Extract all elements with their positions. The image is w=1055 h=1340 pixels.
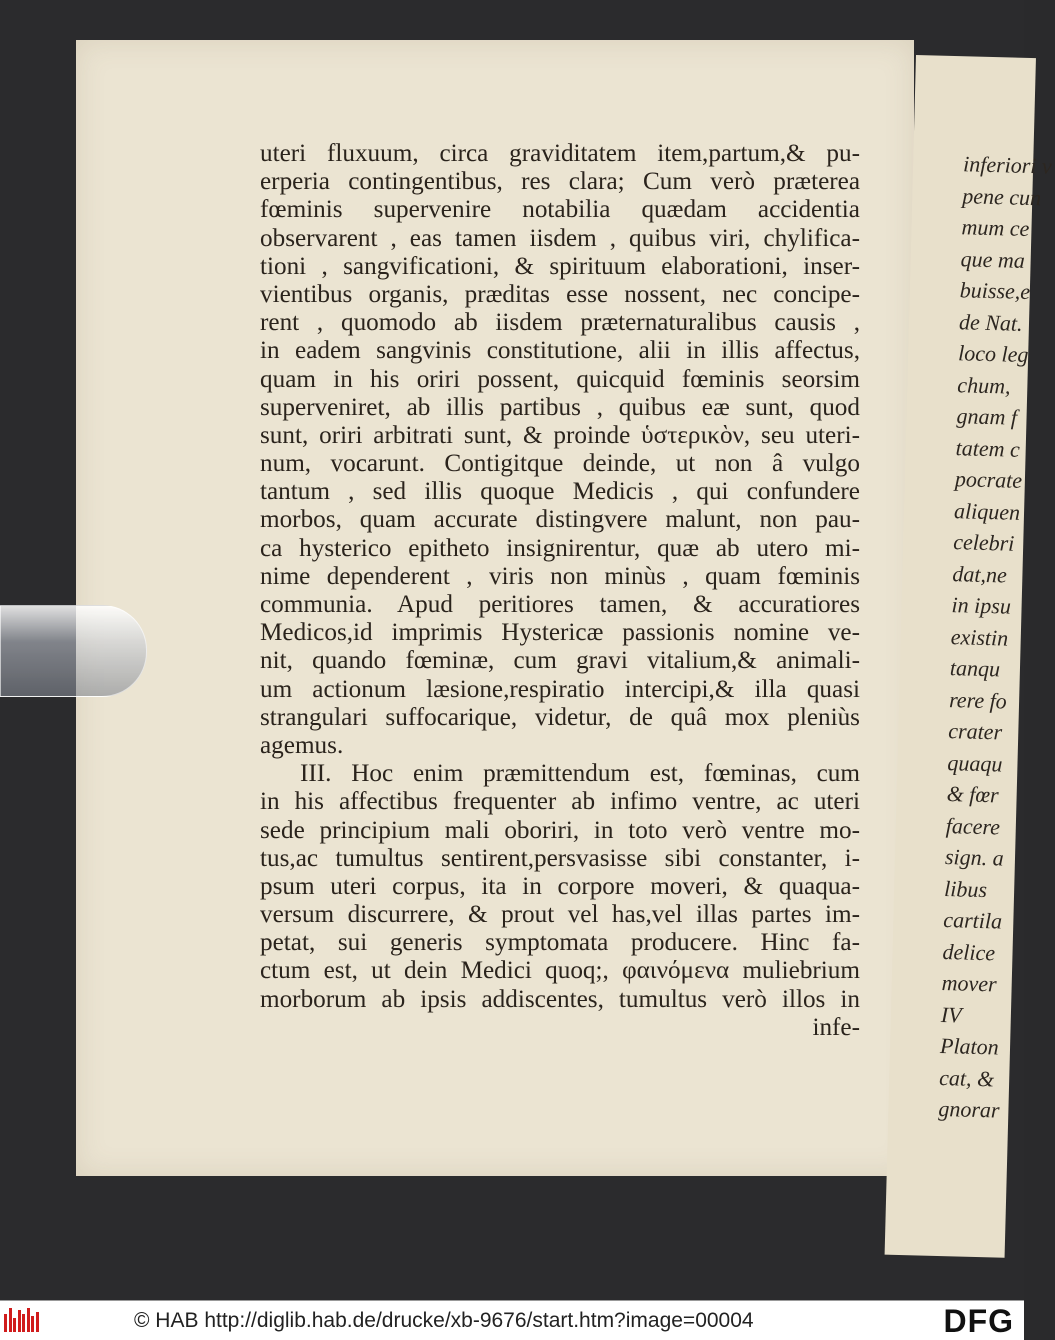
next-page-line: dat,ne	[952, 560, 1008, 588]
text-line: III. Hoc enim præmittendum est, fœminas, cum	[300, 760, 860, 788]
next-page-line: cat, &	[938, 1064, 995, 1091]
dfg-logo: DFG	[943, 1303, 1014, 1339]
text-line: tus,ac tumultus sentirent,persvasisse sibi constanter, i-	[260, 844, 860, 872]
next-page-line: in ipsu	[951, 592, 1012, 619]
next-page-line: buisse,e	[959, 277, 1031, 305]
next-page-line: Platon	[939, 1032, 1000, 1060]
text-line: observarent , eas tamen iisdem , quibus viri, chylifica-	[260, 224, 860, 252]
text-line: nime dependerent , viris non minùs , quam fœminis	[260, 562, 860, 590]
next-page-line: inferiori v	[962, 151, 1053, 179]
next-page-line: crater	[947, 718, 1003, 745]
next-page-line: celebri	[952, 529, 1015, 556]
next-page-line: rere fo	[948, 686, 1008, 714]
text-line: in his affectibus frequenter ab infimo ventre, ac uteri	[260, 788, 860, 816]
next-page-line: chum,	[957, 371, 1011, 399]
text-line: petat, sui generis symptomata producere. Hinc fa-	[260, 929, 860, 957]
text-line: versum discurrere, & prout vel has,vel illas partes im-	[260, 901, 860, 929]
text-line: communia. Apud peritiores tamen, & accuratiores	[260, 591, 860, 618]
next-page-line: existin	[950, 623, 1009, 651]
text-line: vientibus organis, præditas esse nossent, nec concipe-	[260, 280, 860, 308]
text-line: ctum est, ut dein Medici quoq;, φαινόμενα muliebrium	[260, 957, 860, 985]
next-page-line: quaqu	[947, 749, 1003, 777]
page-holder-clip	[0, 605, 147, 697]
next-page-line: sign. a	[944, 844, 1005, 871]
next-page-line: aliquen	[953, 497, 1021, 525]
next-page-line: pocrate	[954, 466, 1023, 493]
text-line: um actionum læsione,respiratio intercipi,& illa quasi	[260, 675, 860, 703]
text-line: agemus.	[260, 731, 344, 759]
text-line: superveniret, ab illis partibus , quibus eæ sunt, quod	[260, 393, 860, 421]
next-page-line: delice	[942, 938, 996, 965]
text-line: ca hysterico epitheto insignirentur, quæ ab utero mi-	[260, 534, 860, 562]
hab-logo-icon	[4, 1308, 44, 1334]
text-line: tantum , sed illis quoque Medicis , qui confundere	[260, 478, 860, 506]
next-page-line: loco leg	[957, 340, 1029, 368]
text-line: tioni , sangvificationi, & spirituum elaborationi, inser-	[260, 252, 860, 280]
text-line: num, vocarunt. Contigitque deinde, ut non â vulgo	[260, 450, 860, 478]
text-line: fœminis supervenire notabilia quædam accidentia	[260, 196, 860, 224]
next-page-line: tanqu	[949, 655, 1001, 682]
next-page-line: cartila	[943, 907, 1003, 934]
text-line: rent , quomodo ab iisdem præternaturalibus causis ,	[260, 309, 860, 337]
next-page-line: mover	[941, 969, 998, 997]
next-page-line: de Nat.	[958, 308, 1023, 336]
text-line: Medicos,id imprimis Hystericæ passionis nomine ve-	[260, 619, 860, 647]
next-page-line: pene cun	[962, 182, 1042, 210]
text-line: quam in his oriri possent, quicquid fœminis seorsim	[260, 365, 860, 393]
next-page-line: gnam f	[956, 403, 1018, 430]
text-line: psum uteri corpus, ita in corpore moveri, & quaqua-	[260, 872, 860, 900]
next-page-line: IV	[940, 1001, 962, 1028]
copyright-credit-link[interactable]: © HAB http://diglib.hab.de/drucke/xb-9676/start.htm?image=00004	[134, 1308, 754, 1332]
text-line: strangulari suffocarique, videtur, de quâ mox pleniùs	[260, 703, 860, 731]
next-page-line: gnorar	[938, 1095, 1000, 1123]
text-line: erperia contingentibus, res clara; Cum verò præterea	[260, 168, 860, 196]
next-page-line: & fœr	[946, 781, 999, 808]
text-line: morbos, quam accurate distingvere malunt, non pau-	[260, 506, 860, 534]
text-line: in eadem sangvinis constitutione, alii in illis affectus,	[260, 337, 860, 365]
next-page-line: tatem c	[955, 434, 1021, 462]
text-line: uteri fluxuum, circa graviditatem item,partum,& pu-	[260, 140, 860, 167]
text-line: infe-	[812, 1013, 860, 1041]
page-body-text	[260, 140, 860, 1042]
text-line: sede principium mali oboriri, in toto verò ventre mo-	[260, 816, 860, 844]
text-line: sunt, oriri arbitrati sunt, & proinde ὑστερικὸν, seu uteri-	[260, 421, 860, 449]
text-line: nit, quando fœminæ, cum gravi vitalium,& animali-	[260, 647, 860, 675]
footer-bar	[0, 1300, 1024, 1340]
next-page-line: libus	[943, 875, 988, 902]
text-line: morborum ab ipsis addiscentes, tumultus verò illos in	[260, 985, 860, 1013]
next-page-line: que ma	[960, 245, 1026, 273]
next-page-line: facere	[945, 812, 1001, 839]
next-page-line: mum ce	[961, 214, 1030, 242]
